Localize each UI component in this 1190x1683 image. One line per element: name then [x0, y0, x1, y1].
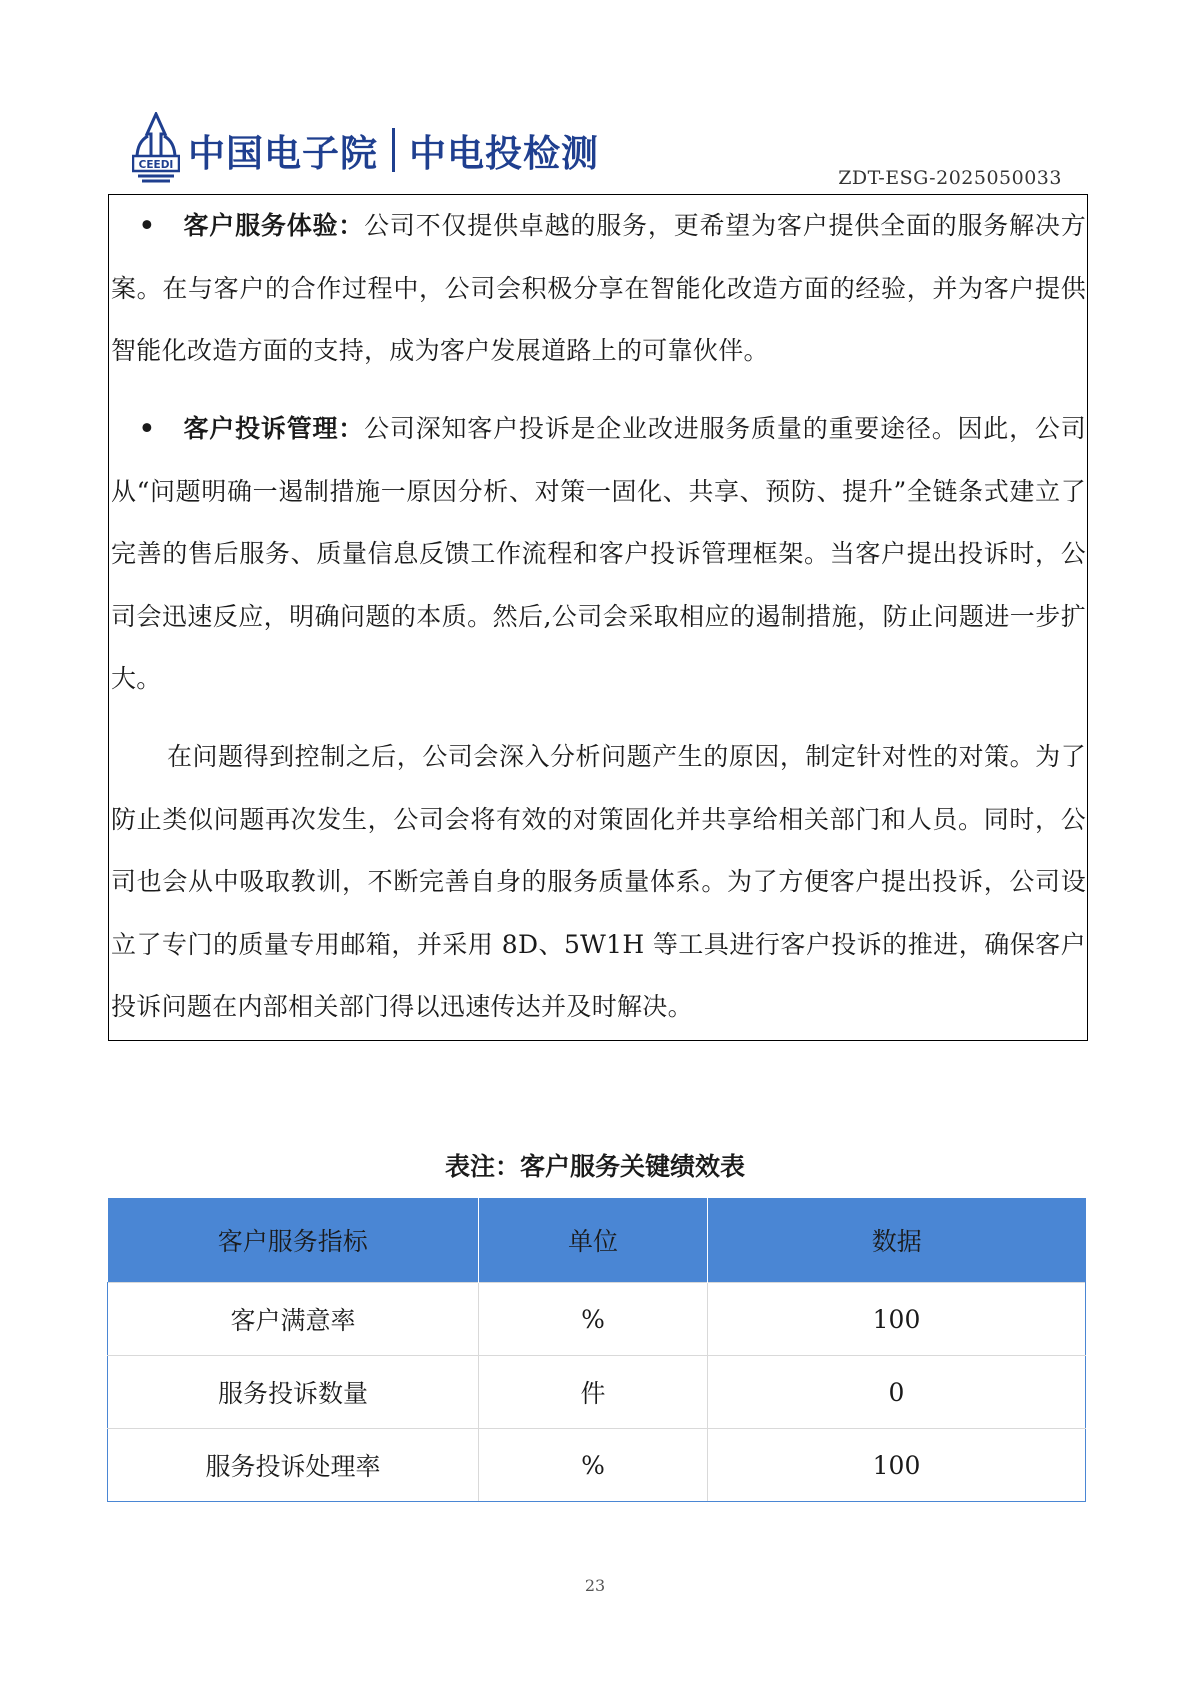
page-header	[132, 112, 1062, 202]
division-name: 中电投检测	[409, 132, 599, 175]
metric-cell: 客户满意率	[108, 1283, 479, 1356]
content-box	[108, 194, 1088, 1041]
ceedi-logo-icon	[132, 112, 180, 184]
column-header: 单位	[479, 1198, 708, 1283]
experience-body: 公司不仅提供卓越的服务，更希望为客户提供全面的服务解决方案。在与客户的合作过程中，公司会积极分享在智能化改造方面的经验，并为客户提供智能化改造方面的支持，成为客户发展道路上的可靠伙伴。	[111, 211, 1086, 365]
complaint-body: 公司深知客户投诉是企业改进服务质量的重要途径。因此，公司从“问题明确一遏制措施一原因分析、对策一固化、共享、预防、提升”全链条式建立了完善的售后服务、质量信息反馈工作流程和客户投诉管理框架。当客户提出投诉时，公司会迅速反应，明确问题的本质。然后,公司会采取相应的遏制措施，防止问题进一步扩大。	[111, 414, 1086, 693]
org-name: 中国电子院	[188, 132, 378, 175]
followup-paragraph: 在问题得到控制之后，公司会深入分析问题产生的原因，制定针对性的对策。为了防止类似问题再次发生，公司会将有效的对策固化并共享给相关部门和人员。同时，公司也会从中吸取教训，不断完善自身的服务质量体系。为了方便客户提出投诉，公司设立了专门的质量专用邮箱，并采用 8D、5W1H 等工具进行客户投诉的推进，确保客户投诉问题在内部相关部门得以迅速传达并及时解决。	[111, 742, 1086, 1021]
complaint-management-paragraph	[111, 398, 1086, 711]
customer-experience-paragraph	[111, 195, 1086, 383]
bullet-icon: •	[138, 414, 156, 443]
value-cell: 100	[708, 1283, 1086, 1356]
document-code: ZDT-ESG-2025050033	[838, 167, 1062, 189]
value-cell: 0	[708, 1356, 1086, 1429]
kpi-table	[107, 1198, 1086, 1502]
metric-cell: 服务投诉数量	[108, 1356, 479, 1429]
table-row	[108, 1356, 1086, 1429]
table-row	[108, 1429, 1086, 1502]
page-number: 23	[584, 1576, 606, 1595]
bullet-icon: •	[138, 211, 156, 240]
logo-badge-text: CEEDI	[138, 159, 174, 171]
table-title: 表注：客户服务关键绩效表	[444, 1152, 745, 1181]
table-header-row	[108, 1198, 1086, 1283]
value-cell: 100	[708, 1429, 1086, 1502]
unit-cell: %	[479, 1283, 708, 1356]
unit-cell: 件	[479, 1356, 708, 1429]
logo-divider	[392, 128, 395, 172]
unit-cell: %	[479, 1429, 708, 1502]
table-row	[108, 1283, 1086, 1356]
complaint-title: 客户投诉管理：	[183, 414, 365, 443]
column-header: 客户服务指标	[108, 1198, 479, 1283]
logo-wordmark	[188, 120, 599, 180]
metric-cell: 服务投诉处理率	[108, 1429, 479, 1502]
experience-title: 客户服务体验：	[183, 211, 365, 240]
column-header: 数据	[708, 1198, 1086, 1283]
